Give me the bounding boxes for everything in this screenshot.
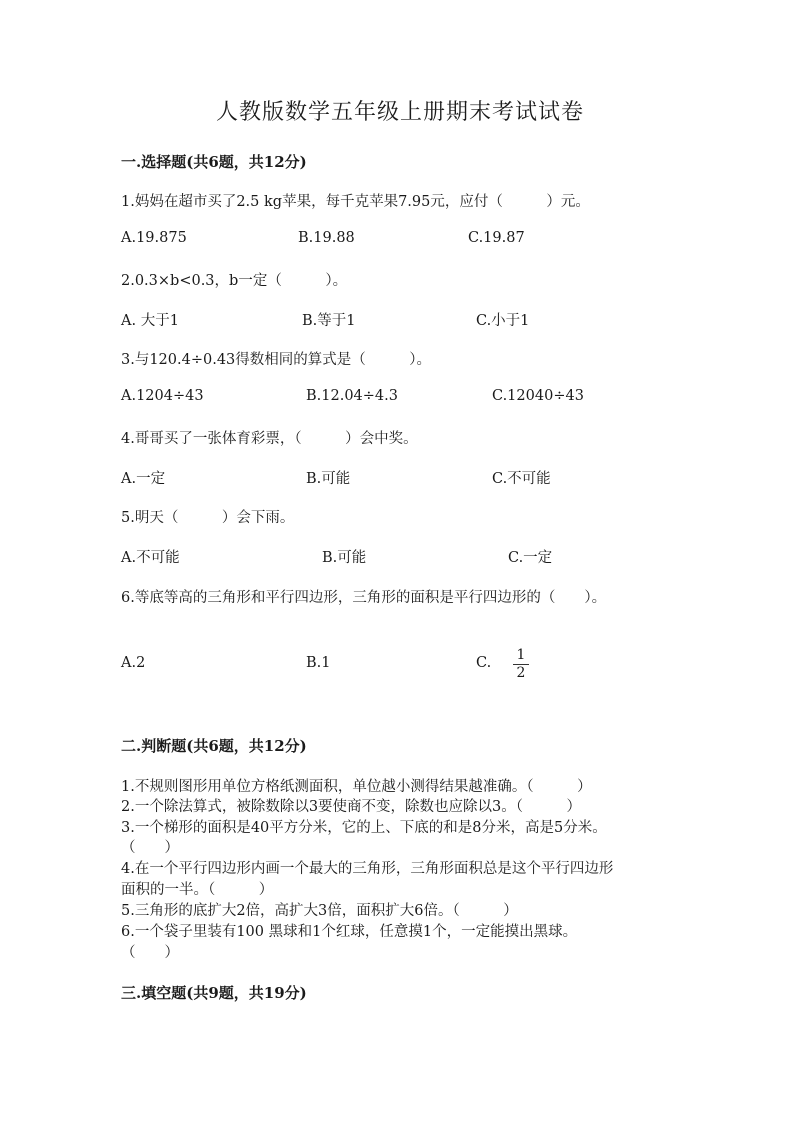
option-b: B.19.88 <box>298 230 355 246</box>
judgment-line: 面积的一半。（ ） <box>121 882 274 898</box>
page-title: 人教版数学五年级上册期末考试试卷 <box>215 100 584 125</box>
option-b: B.1 <box>306 655 331 671</box>
option-a: A.2 <box>121 655 146 671</box>
question-text: 6.等底等高的三角形和平行四边形，三角形的面积是平行四边形的（ ）。 <box>121 590 607 606</box>
option-c: C.一定 <box>508 550 553 566</box>
judgment-line: （ ） <box>121 840 179 856</box>
judgment-line: （ ） <box>121 945 179 961</box>
question-text: 4.哥哥买了一张体育彩票，（ ）会中奖。 <box>121 431 418 447</box>
option-a: A. 大于1 <box>121 313 179 329</box>
option-a: A.1204÷43 <box>121 388 204 404</box>
judgment-line: 2.一个除法算式，被除数除以3要使商不变，除数也应除以3。（ ） <box>121 799 582 815</box>
option-a: A.一定 <box>121 471 166 487</box>
option-b: B.12.04÷4.3 <box>306 388 398 404</box>
option-a: A.不可能 <box>121 550 180 566</box>
fraction-one-half <box>512 648 530 681</box>
option-a: A.19.875 <box>121 230 187 246</box>
question-text: 1.妈妈在超市买了2.5 kg苹果，每千克苹果7.95元，应付（ ）元。 <box>121 194 590 210</box>
judgment-line: 5.三角形的底扩大2倍，高扩大3倍，面积扩大6倍。（ ） <box>121 903 518 919</box>
judgment-line: 1.不规则图形用单位方格纸测面积，单位越小测得结果越准确。（ ） <box>121 779 592 795</box>
judgment-line: 6.一个袋子里装有100 黑球和1个红球，任意摸1个，一定能摸出黑球。 <box>121 924 578 940</box>
question-text: 5.明天（ ）会下雨。 <box>121 510 295 526</box>
judgment-line: 4.在一个平行四边形内画一个最大的三角形，三角形面积总是这个平行四边形 <box>121 861 614 877</box>
question-text: 2.0.3×b<0.3，b一定（ ）。 <box>121 273 348 289</box>
option-c: C.12040÷43 <box>492 388 584 404</box>
option-b: B.可能 <box>322 550 367 566</box>
option-c: C.不可能 <box>492 471 551 487</box>
question-text: 3.与120.4÷0.43得数相同的算式是（ ）。 <box>121 352 432 368</box>
option-b: B.等于1 <box>302 313 356 329</box>
judgment-line: 3.一个梯形的面积是40平方分米，它的上、下底的和是8分米，高是5分米。 <box>121 820 607 836</box>
section-heading-true-false: 二.判断题(共6题，共12分) <box>121 737 307 755</box>
option-c: C.19.87 <box>468 230 525 246</box>
option-c: C. <box>476 655 492 671</box>
option-b: B.可能 <box>306 471 351 487</box>
section-heading-multiple-choice: 一.选择题(共6题，共12分) <box>121 153 307 171</box>
option-c: C.小于1 <box>476 313 530 329</box>
section-heading-fill-blank: 三.填空题(共9题，共19分) <box>121 984 307 1002</box>
fraction-denominator: 2 <box>516 665 526 681</box>
fraction-numerator: 1 <box>516 647 526 663</box>
